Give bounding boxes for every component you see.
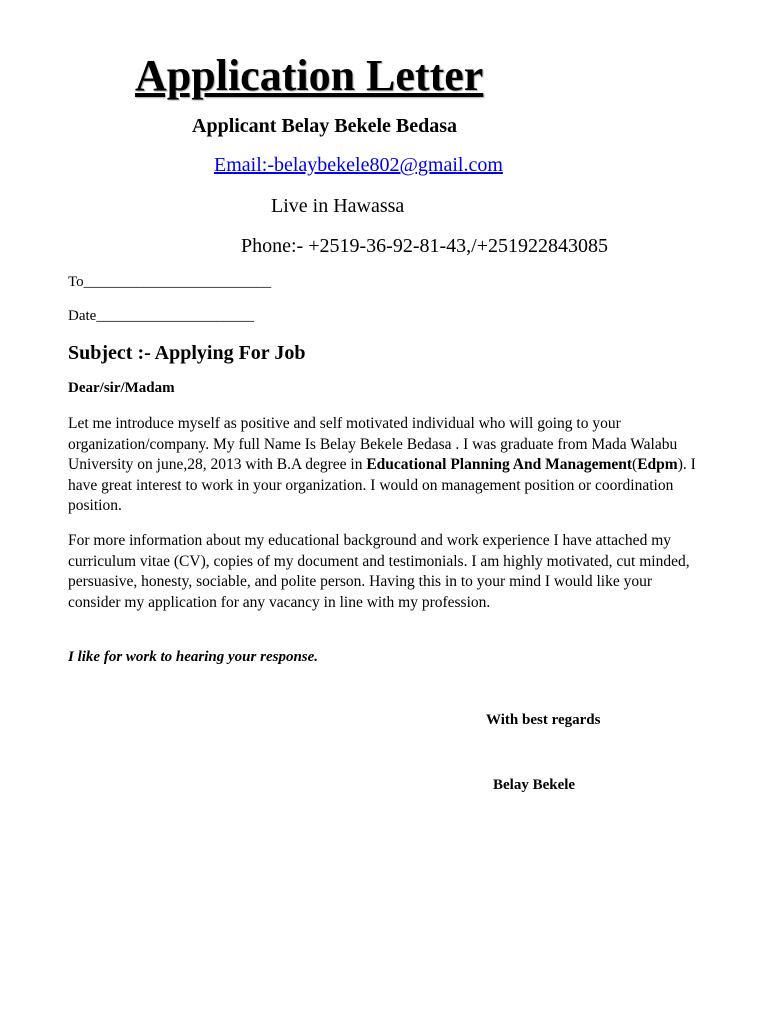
paragraph-1-text-b: ( bbox=[632, 456, 638, 473]
location-text: Live in Hawassa bbox=[271, 195, 405, 217]
phone-text: Phone:- +2519-36-92-81-43,/+251922843085 bbox=[241, 235, 608, 257]
email-link[interactable]: Email:-belaybekele802@gmail.com bbox=[214, 154, 503, 176]
applicant-name: Applicant Belay Bekele Bedasa bbox=[192, 115, 458, 137]
paragraph-1-text-a: Let me introduce myself as positive and self motivated individual who will going to your organization/company. My full Name Is Belay Bekele Bedasa . I was graduate from Mada Walabu University on june,28, 2013 with B.A degree in bbox=[68, 415, 678, 473]
closing-line: I like for work to hearing your response. bbox=[68, 649, 319, 665]
letter-title: Application Letter bbox=[135, 51, 484, 100]
subject-line: Subject :- Applying For Job bbox=[68, 342, 306, 364]
body-paragraph-2: For more information about my educational background and work experience I have attached my curriculum vitae (CV), copies of my document and testimonials. I am highly motivated, cut minded, persuasive, honesty, sociable, and polite person. Having this in to your mind I would like your consider my application for any vacancy in line with my profession. bbox=[68, 532, 690, 611]
salutation: Dear/sir/Madam bbox=[68, 380, 175, 396]
degree-abbreviation: Edpm bbox=[637, 456, 678, 473]
body-paragraph-1 bbox=[68, 414, 698, 517]
to-field: To_________________________ bbox=[68, 274, 272, 290]
regards-text: With best regards bbox=[486, 712, 601, 728]
signature-name: Belay Bekele bbox=[493, 777, 576, 793]
date-field: Date_____________________ bbox=[68, 308, 254, 324]
degree-name: Educational Planning And Management bbox=[366, 456, 633, 473]
paragraph-1-text-c: ). I have great interest to work in your organization. I would on management position or coordination position. bbox=[68, 456, 696, 514]
